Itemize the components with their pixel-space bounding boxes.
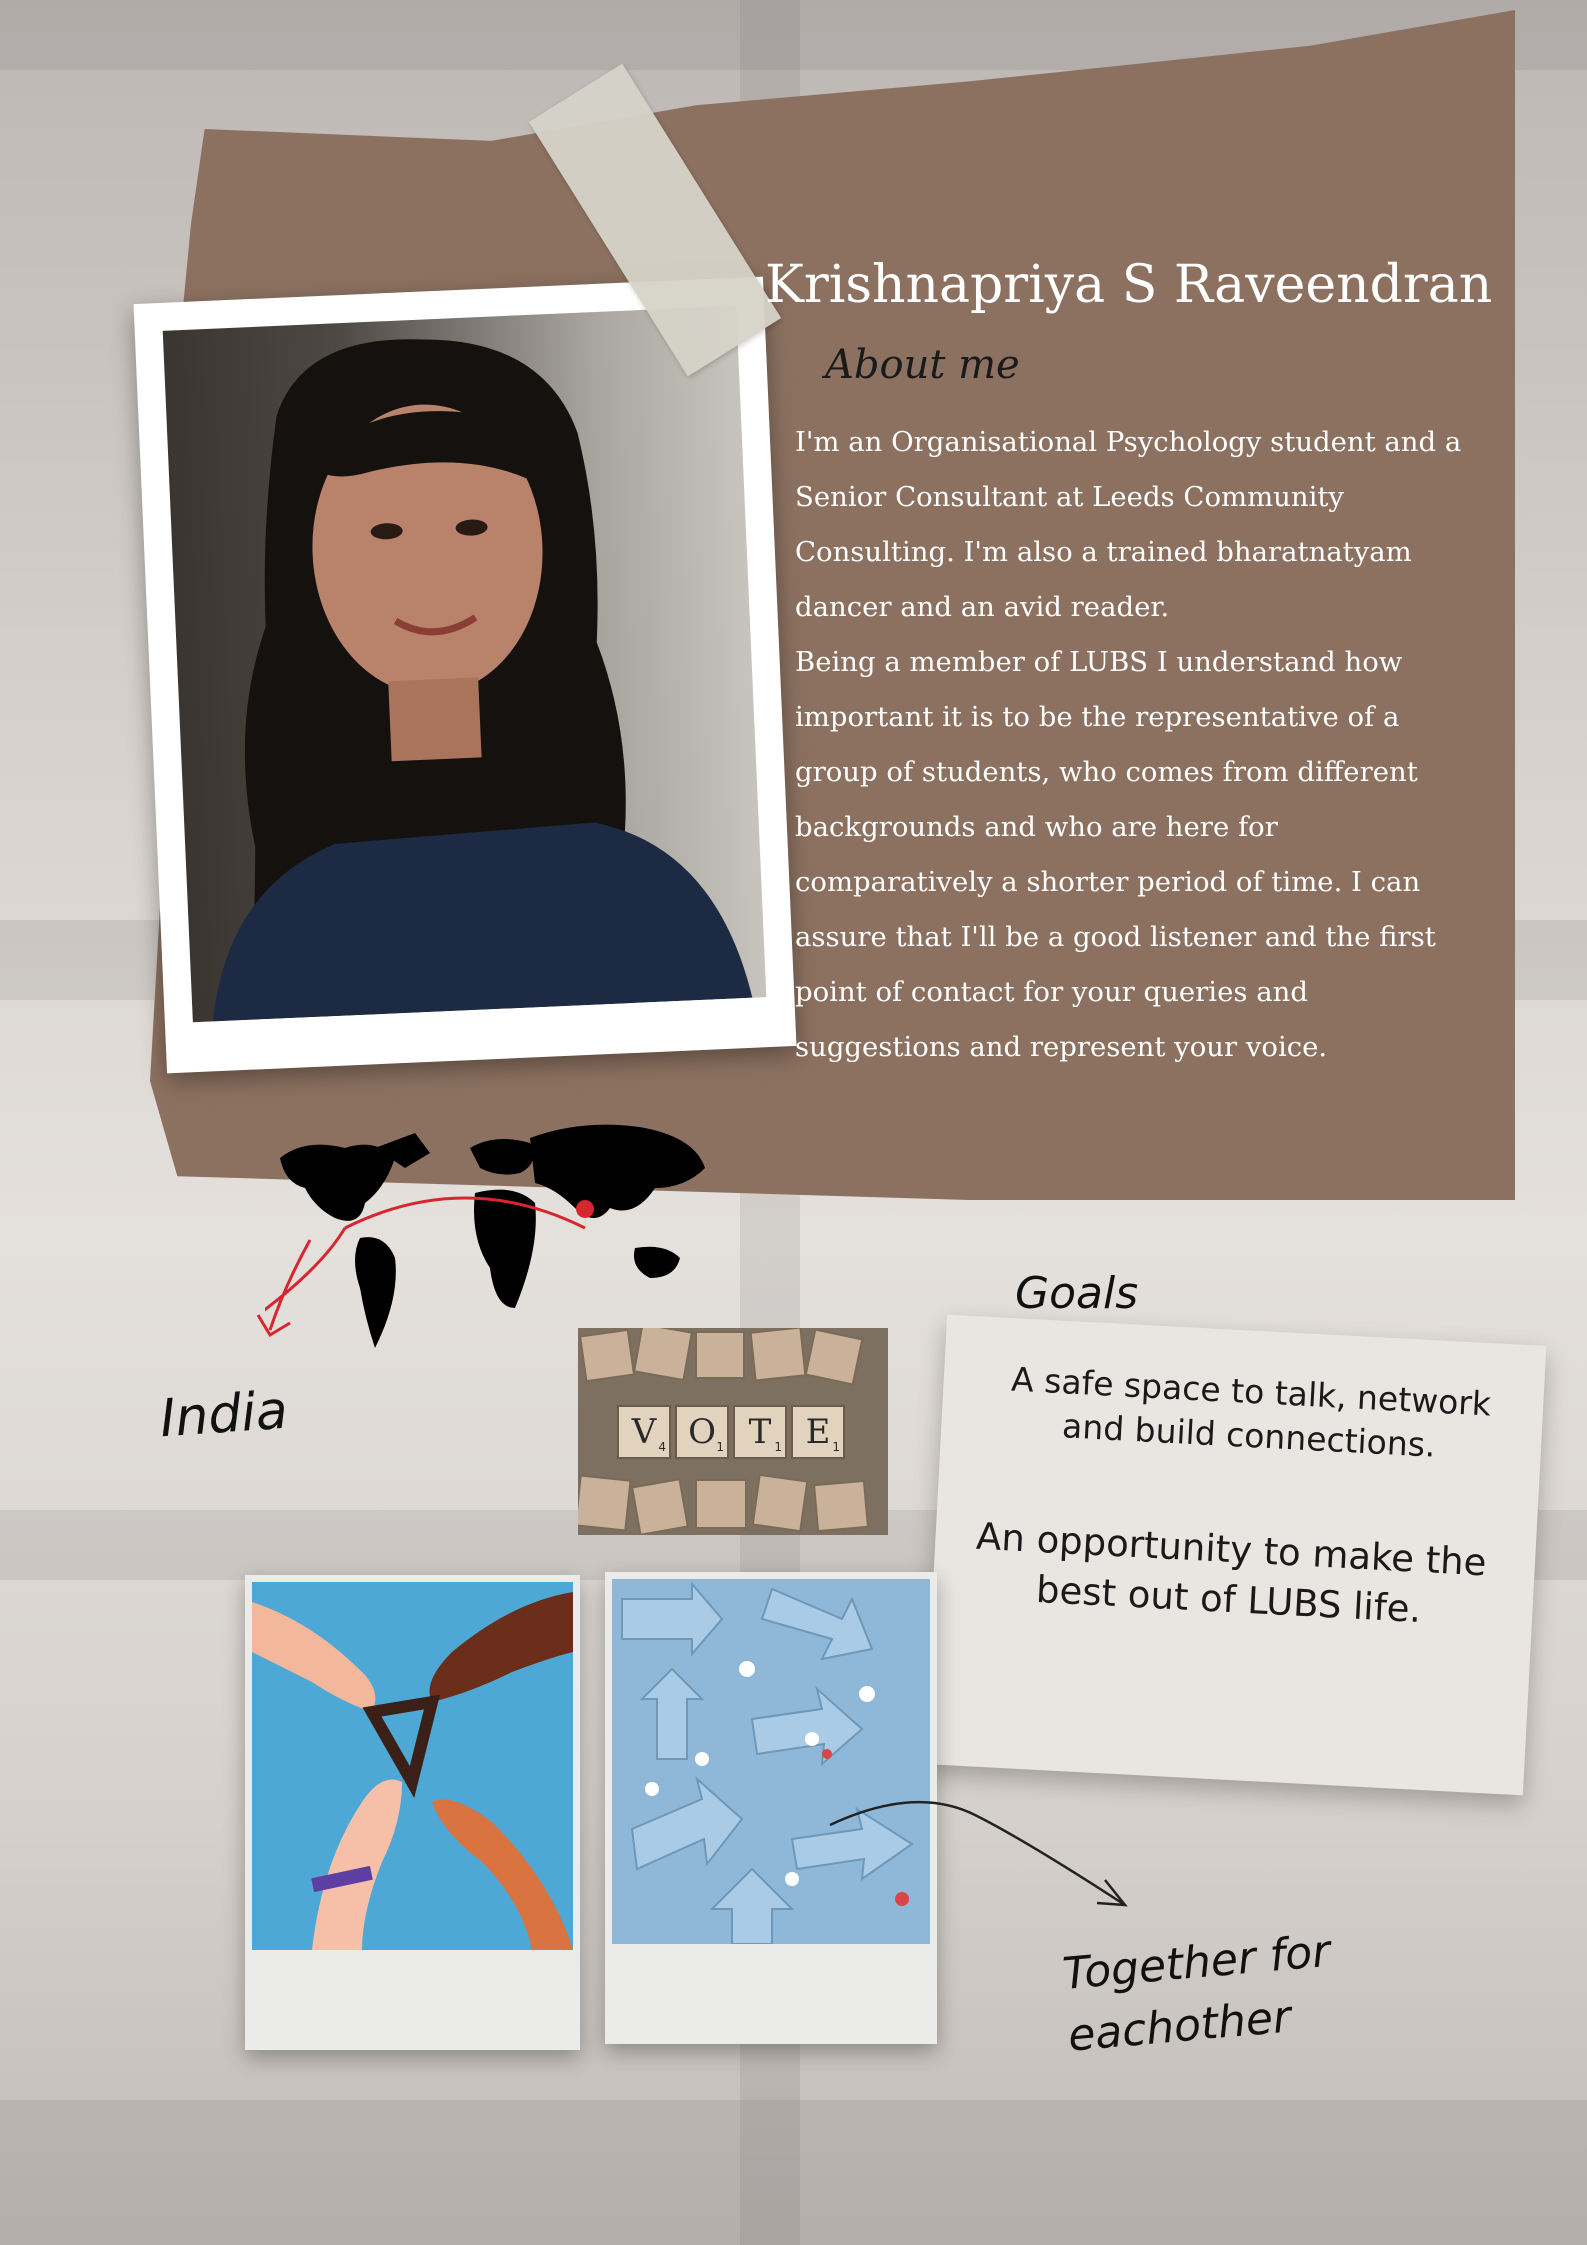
vote-tiles-image <box>578 1328 888 1535</box>
about-line: comparatively a shorter period of time. I can <box>795 866 1421 898</box>
caption-line: Together for <box>1060 1925 1333 2000</box>
about-line: Consulting. I'm also a trained bharatnatyam <box>795 536 1412 568</box>
vote-letter-score: 1 <box>716 1440 724 1454</box>
about-line: point of contact for your queries and <box>795 976 1308 1008</box>
vote-letter: O <box>688 1412 716 1452</box>
hands-illustration <box>252 1582 573 1950</box>
hands-photo-frame <box>245 1575 580 2050</box>
arrow-to-india-icon <box>255 1235 315 1345</box>
curved-arrow-icon <box>825 1795 1135 1915</box>
world-map <box>265 1108 725 1358</box>
goals-title: Goals <box>1015 1268 1139 1319</box>
india-label: India <box>158 1380 290 1450</box>
caption-line: eachother <box>1066 1991 1293 2062</box>
vote-letter: V <box>631 1412 657 1452</box>
about-text <box>795 415 1495 1075</box>
about-line: Senior Consultant at Leeds Community <box>795 481 1344 513</box>
about-title: About me <box>825 342 1020 388</box>
profile-photo-frame <box>134 277 797 1074</box>
about-line: important it is to be the representative of a <box>795 701 1400 733</box>
about-line: group of students, who comes from different <box>795 756 1418 788</box>
vote-letter-score: 1 <box>832 1440 840 1454</box>
about-line: dancer and an avid reader. <box>795 591 1170 623</box>
about-line: assure that I'll be a good listener and the first <box>795 921 1436 953</box>
vote-letter: T <box>748 1412 772 1452</box>
goal-item: An opportunity to make the best out of LUBS life. <box>975 1514 1488 1632</box>
vote-letter-score: 1 <box>774 1440 782 1454</box>
vote-letter: E <box>805 1412 831 1452</box>
footer-caption <box>1060 1916 1390 2067</box>
goal-item: A safe space to talk, network and build connections. <box>1010 1359 1492 1465</box>
about-line: Being a member of LUBS I understand how <box>795 646 1403 678</box>
about-line: backgrounds and who are here for <box>795 811 1278 843</box>
profile-photo <box>163 306 767 1022</box>
profile-name: Krishnapriya S Raveendran <box>765 255 1493 315</box>
about-line: suggestions and represent your voice. <box>795 1031 1328 1063</box>
vote-letter-score: 4 <box>658 1440 666 1454</box>
about-line: I'm an Organisational Psychology student and a <box>795 426 1462 458</box>
